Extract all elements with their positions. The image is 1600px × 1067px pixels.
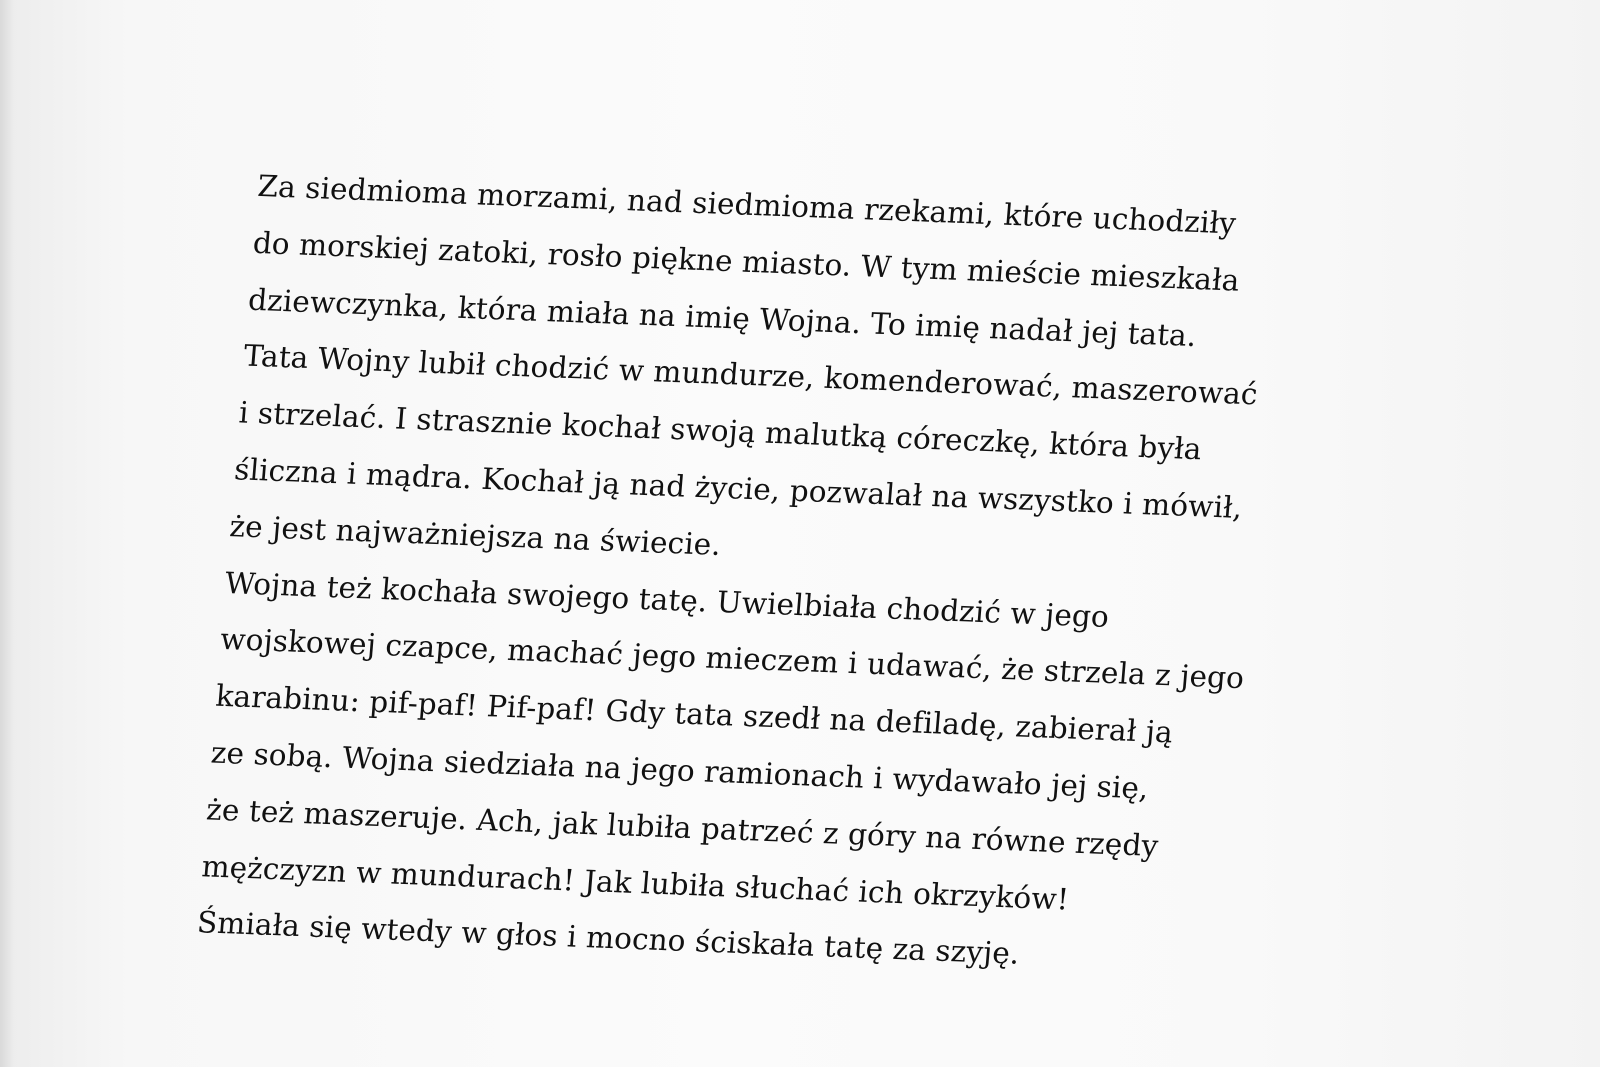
text-line: karabinu: pif-paf! Pif-paf! Gdy tata szedł na defiladę, zabierał ją: [214, 678, 1175, 750]
story-text: [195, 158, 1379, 994]
text-line: dziewczynka, która miała na imię Wojna. To imię nadał jej tata.: [246, 282, 1198, 353]
text-line: do morskiej zatoki, rosło piękne miasto. W tym mieście mieszkała: [251, 225, 1241, 298]
text-line: Tata Wojny lubił chodzić w mundurze, komenderować, maszerować: [242, 338, 1259, 412]
text-line: że jest najważniejsza na świecie.: [228, 508, 723, 562]
text-line: wojskowej czapce, machać jego mieczem i udawać, że strzela z jego: [219, 622, 1246, 696]
text-line: ze sobą. Wojna siedziała na jego ramionach i wydawało jej się,: [209, 735, 1150, 806]
text-line: Wojna też kochała swojego tatę. Uwielbiała chodzić w jego: [223, 565, 1111, 634]
text-line: śliczna i mądra. Kochał ją nad życie, pozwalał na wszystko i mówił,: [233, 452, 1244, 525]
text-line: mężczyzn w mundurach! Jak lubiła słuchać ich okrzyków!: [200, 848, 1071, 917]
text-line: Za siedmioma morzami, nad siedmioma rzekami, które uchodziły: [256, 168, 1238, 241]
text-line: że też maszeruje. Ach, jak lubiła patrzeć z góry na równe rzędy: [205, 792, 1160, 863]
text-line: Śmiała się wtedy w głos i mocno ściskała tatę za szyję.: [195, 905, 1021, 972]
text-line: i strzelać. I strasznie kochał swoją malutką córeczkę, która była: [237, 395, 1204, 467]
show-through-text: [1234, 106, 1600, 186]
